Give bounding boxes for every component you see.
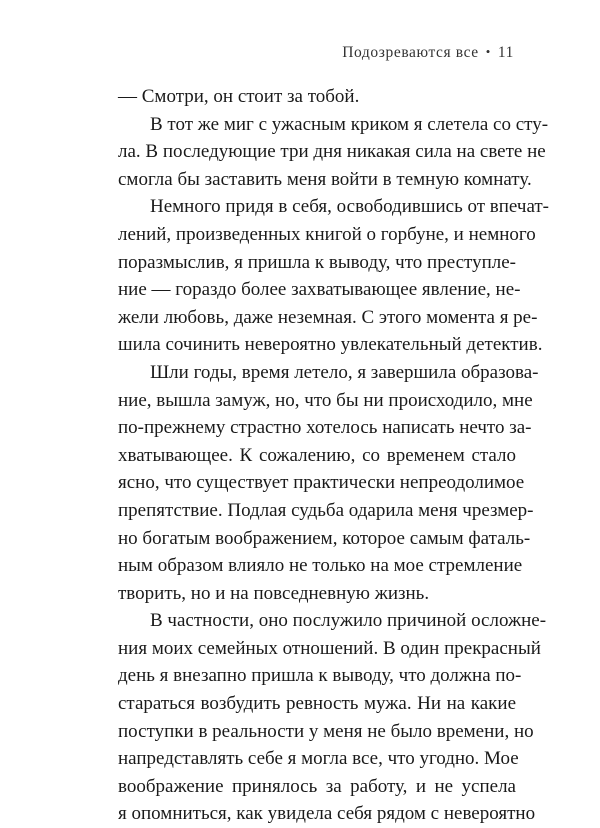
text-line: шила сочинить невероятно увлекательный детектив.	[118, 334, 543, 356]
text-line: воображение принялось за работу, и не успела	[118, 775, 516, 797]
paragraph	[86, 359, 539, 607]
text-line: ясно, что существует практически непреодолимое	[118, 472, 525, 494]
text-line: В частности, оно послужило причиной осложне-	[150, 610, 547, 632]
text-line: напредставлять себе я могла все, что угодно. Мое	[118, 748, 519, 770]
paragraph	[86, 111, 549, 194]
text-line: жели любовь, даже неземная. С этого момента я ре-	[118, 306, 538, 328]
text-line: поступки в реальности у меня не было времени, но	[118, 720, 534, 742]
text-line: лений, произведенных книгой о горбуне, и немного	[118, 223, 536, 245]
paragraph	[86, 607, 547, 828]
text-line: — Смотри, он стоит за тобой.	[118, 86, 360, 107]
text-line: ние — гораздо более захватывающее явление, не-	[118, 279, 521, 301]
running-title: Подозреваются все	[342, 44, 479, 61]
text-line: ным образом влияло не только на мое стремление	[118, 555, 523, 577]
text-line: В тот же миг с ужасным криком я слетела со сту-	[150, 113, 549, 135]
header-separator: •	[485, 44, 491, 59]
text-line: я опомниться, как увидела себя рядом с невероятно	[118, 803, 536, 825]
text-line: стараться возбудить ревность мужа. Ни на какие	[118, 693, 516, 715]
text-line: по-прежнему страстно хотелось написать нечто за-	[118, 417, 532, 439]
text-line: творить, но и на повседневную жизнь.	[118, 582, 430, 604]
text-line: смогла бы заставить меня войти в темную комнату.	[118, 168, 532, 190]
text-line: день я внезапно пришла к выводу, что должна по-	[118, 665, 522, 687]
text-line: Немного придя в себя, освободившись от впечат-	[150, 196, 550, 218]
text-line: поразмыслив, я пришла к выводу, что преступле-	[118, 251, 516, 273]
body-text	[86, 83, 550, 828]
text-line: ния моих семейных отношений. В один прекрасный	[118, 637, 541, 659]
paragraph	[86, 83, 516, 111]
text-line: Шли годы, время летело, я завершила образова-	[150, 361, 539, 383]
running-header	[342, 44, 514, 62]
text-line: но богатым воображением, которое самым фаталь-	[118, 527, 531, 549]
page-number: 11	[497, 44, 514, 61]
text-line: ла. В последующие три дня никакая сила на свете не	[118, 141, 546, 163]
text-line: ние, вышла замуж, но, что бы ни происходило, мне	[118, 389, 533, 411]
text-line: хватывающее. К сожалению, со временем стало	[118, 444, 516, 466]
text-line: препятствие. Подлая судьба одарила меня чрезмер-	[118, 499, 534, 521]
paragraph	[86, 193, 550, 359]
